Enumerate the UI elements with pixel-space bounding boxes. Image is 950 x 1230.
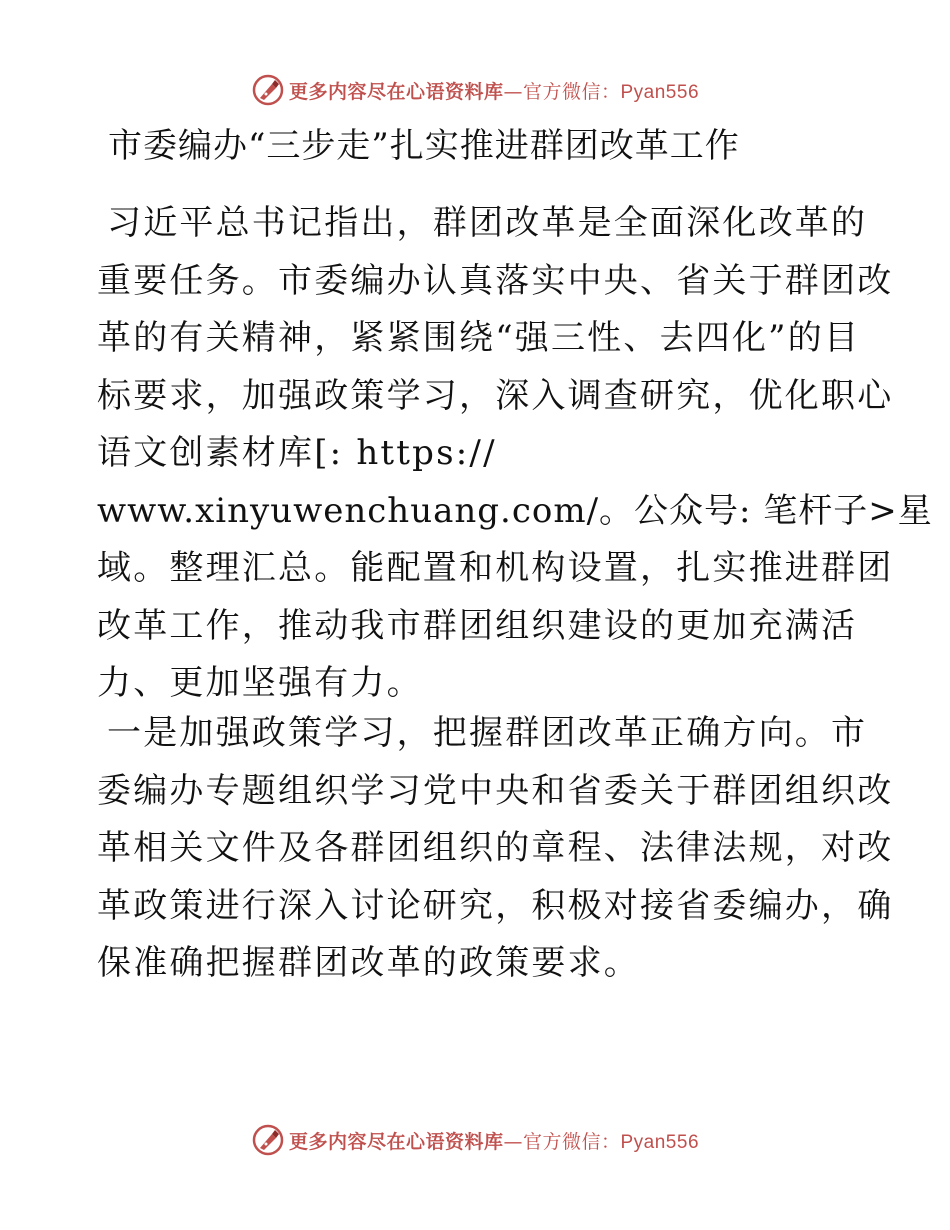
header-dash: — (503, 80, 523, 103)
paragraph-line: 革政策进行深入讨论研究，积极对接省委编办，确 (97, 885, 894, 926)
pen-nib-logo-icon (251, 73, 285, 107)
header-banner (0, 70, 950, 110)
footer-wechat-label: 官方微信： (522, 1130, 621, 1153)
header-wechat-id: Pyan556 (620, 81, 700, 103)
document-title: 市委编办“三步走”扎实推进群团改革工作 (108, 126, 740, 166)
paragraph-line: 域。整理汇总。能配置和机构设置，扎实推进群团 (97, 548, 894, 588)
paragraph-line: 标要求，加强政策学习，深入调查研究，优化职心 (97, 375, 894, 416)
paragraph-line: 委编办专题组织学习党中央和省委关于群团组织改 (97, 770, 894, 811)
paragraph-line: 保准确把握群团改革的政策要求。 (97, 943, 640, 983)
footer-banner-text (289, 1127, 699, 1154)
footer-dash: — (503, 1130, 523, 1153)
pen-nib-logo-icon (251, 1123, 285, 1157)
paragraph-line: 重要任务。市委编办认真落实中央、省关于群团改 (97, 260, 894, 301)
header-brand: 更多内容尽在心语资料库 (288, 80, 504, 103)
paragraph-line: 革相关文件及各群团组织的章程、法律法规，对改 (97, 828, 894, 868)
header-wechat-label: 官方微信： (522, 80, 621, 103)
footer-banner (0, 1120, 950, 1160)
header-banner-text (289, 77, 699, 104)
paragraph-intro (97, 195, 933, 713)
paragraph-line: 革的有关精神，紧紧围绕“强三性、去四化”的目 (97, 318, 861, 358)
paragraph-line: 改革工作，推动我市群团组织建设的更加充满活 (97, 605, 858, 646)
paragraph-line: 一是加强政策学习，把握群团改革正确方向。市 (107, 713, 868, 753)
footer-brand: 更多内容尽在心语资料库 (288, 1130, 504, 1153)
footer-wechat-id: Pyan556 (620, 1131, 700, 1153)
paragraph-line: 力、更加坚强有力。 (97, 663, 423, 703)
paragraph-line: 语文创素材库[: https:// (97, 433, 497, 473)
paragraph-policy-study (97, 705, 894, 993)
paragraph-line-url: www.xinyuwenchuang.com/。公众号: 笔杆子>星 (97, 490, 933, 531)
paragraph-line: 习近平总书记指出，群团改革是全面深化改革的 (107, 203, 868, 243)
